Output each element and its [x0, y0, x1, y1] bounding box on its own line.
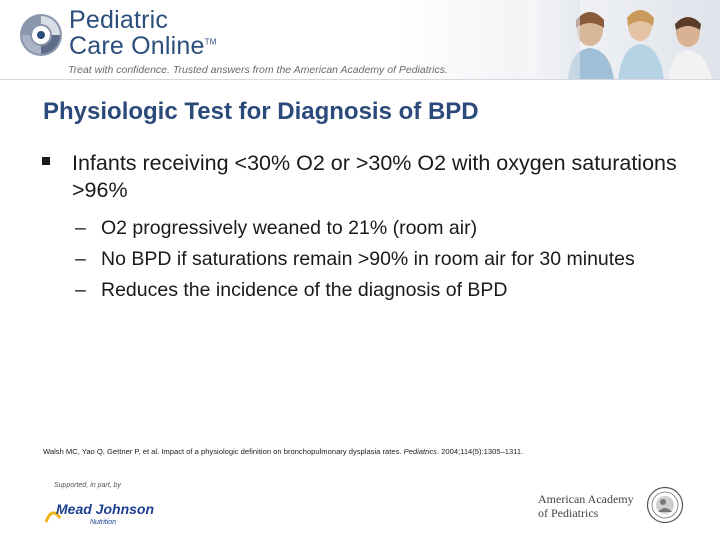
- sponsor-line2: Nutrition: [90, 519, 117, 526]
- citation-journal: Pediatrics: [403, 447, 437, 456]
- sub-bullet-text: O2 progressively weaned to 21% (room air): [101, 217, 478, 239]
- citation: [43, 447, 523, 456]
- sub-bullet-item: [42, 247, 692, 272]
- bullet-text: Infants receiving <30% O2 or >30% O2 with oxygen saturations >96%: [72, 151, 677, 202]
- brand-name-line2-text: Care Online: [69, 32, 205, 60]
- dash-marker: –: [75, 248, 86, 270]
- brand-name-line1: Pediatric: [69, 6, 169, 34]
- bullet-list: [42, 150, 692, 303]
- citation-details: . 2004;114(5):1305–1311.: [436, 447, 524, 456]
- dash-marker: –: [75, 279, 86, 301]
- supported-by-text: Supported, in part, by: [54, 482, 121, 489]
- sub-bullet-item: [42, 216, 692, 241]
- clinicians-photo: [520, 0, 720, 80]
- slide-title: Physiologic Test for Diagnosis of BPD: [43, 98, 479, 125]
- sub-bullet-item: [42, 278, 692, 303]
- mead-johnson-logo-icon: [44, 492, 154, 530]
- header-divider: [0, 79, 720, 80]
- aap-line2: of Pediatrics: [538, 506, 599, 520]
- sub-bullet-text: Reduces the incidence of the diagnosis of BPD: [101, 279, 508, 301]
- tagline: Treat with confidence. Trusted answers from the American Academy of Pediatrics.: [68, 64, 448, 76]
- sponsor-block: [44, 482, 154, 530]
- aap-seal-icon: [646, 486, 684, 524]
- square-bullet-icon: [42, 157, 50, 165]
- citation-authors: Walsh MC, Yao Q, Gettner P, et al. Impact of a physiologic definition on bronchopulmonary dysplasia rates.: [43, 447, 404, 456]
- brand-name-line2: [69, 32, 217, 61]
- trademark: TM: [204, 37, 217, 47]
- sub-bullet-text: No BPD if saturations remain >90% in room air for 30 minutes: [101, 248, 635, 270]
- bullet-item: [42, 150, 692, 204]
- pediatric-care-online-logo-icon: [18, 12, 64, 58]
- sponsor-line1: Mead Johnson: [56, 501, 154, 517]
- slide-header: [0, 0, 720, 80]
- dash-marker: –: [75, 217, 86, 239]
- aap-line1: American Academy: [538, 492, 634, 506]
- aap-wordmark: [538, 492, 634, 520]
